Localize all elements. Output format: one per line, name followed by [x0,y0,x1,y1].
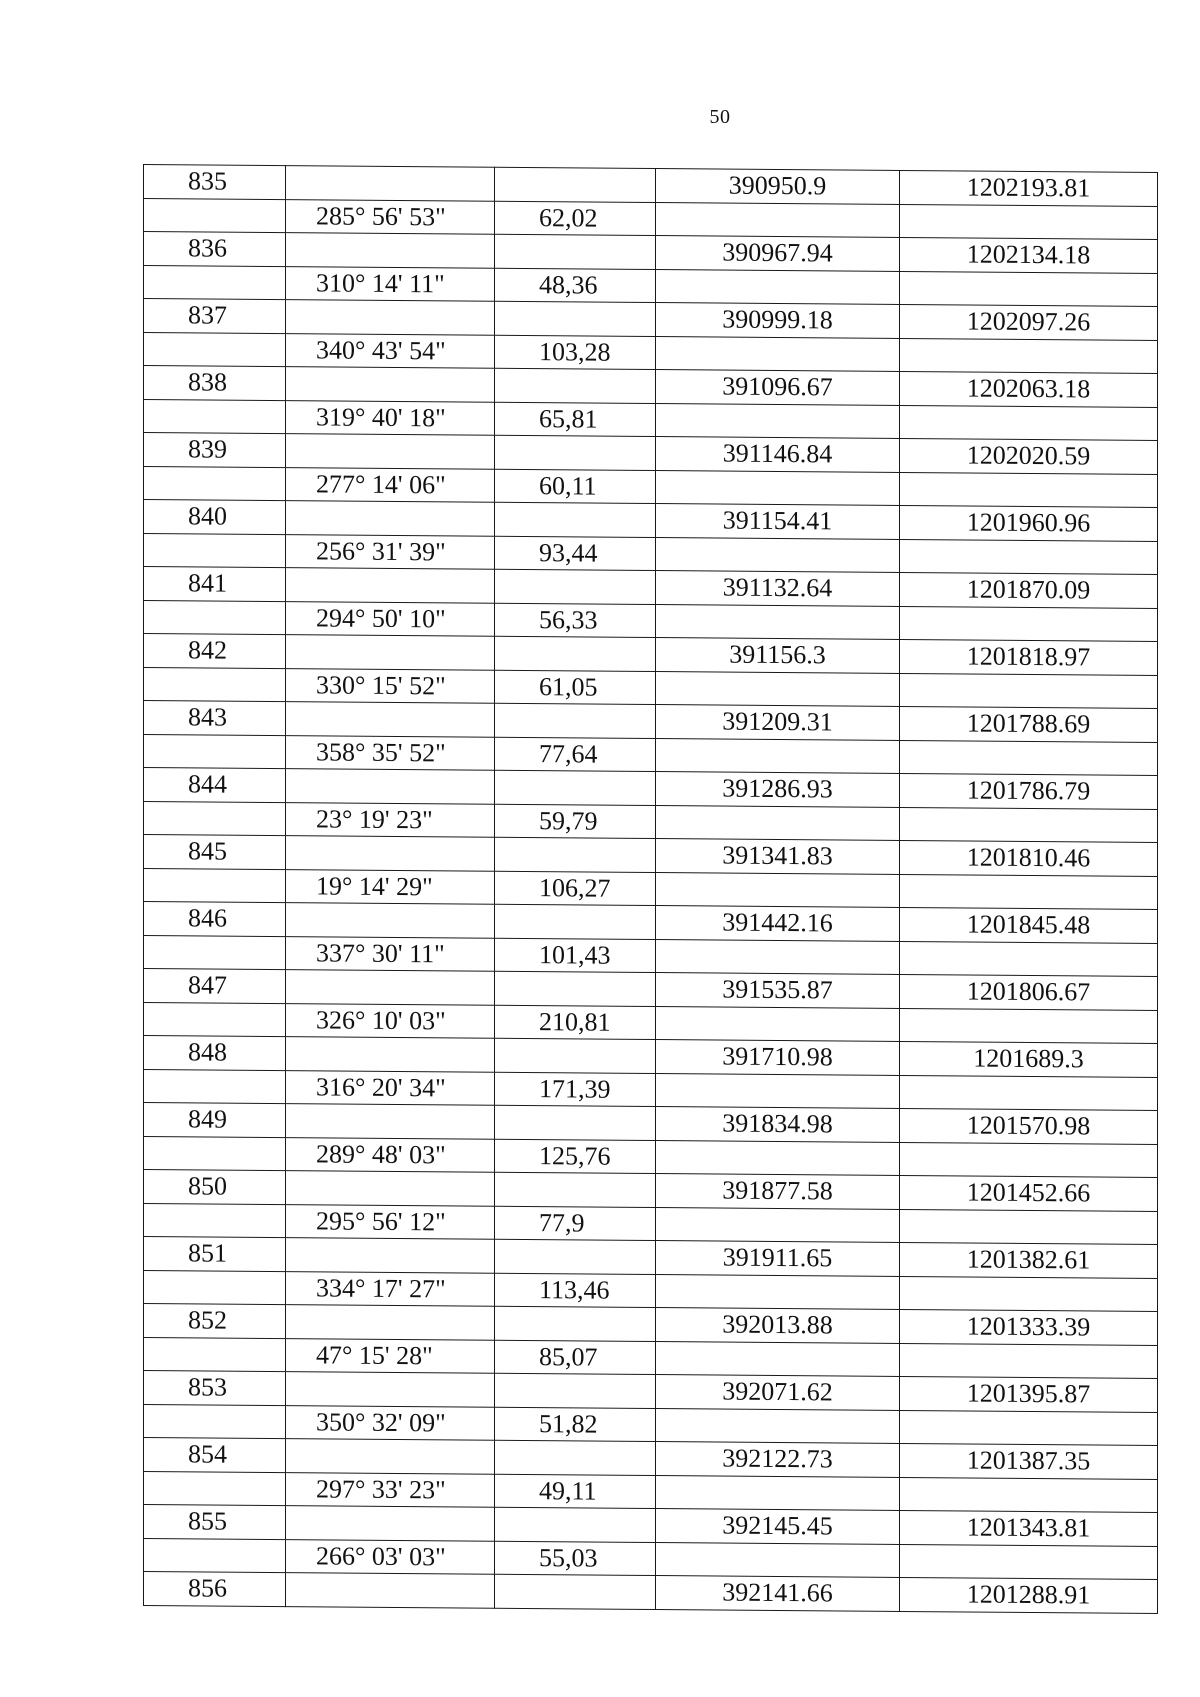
y-coordinate-cell [900,1276,1158,1312]
x-coordinate-cell: 391154.41 [656,504,900,539]
y-coordinate-cell: 1201395.87 [900,1376,1158,1412]
point-number-cell [144,332,286,367]
y-coordinate-cell: 1201786.79 [900,773,1158,809]
y-coordinate-cell [900,204,1158,240]
distance-cell [495,1440,656,1475]
point-number-cell: 844 [144,768,286,803]
point-number-cell [144,667,286,702]
distance-cell [495,301,656,336]
distance-cell: 171,39 [495,1072,656,1107]
point-row [144,1572,1158,1613]
angle-cell: 289° 48' 03" [286,1137,495,1172]
y-coordinate-cell: 1202063.18 [900,371,1158,407]
x-coordinate-cell: 391209.31 [656,705,900,740]
angle-cell [286,1506,495,1541]
point-number-cell [144,1337,286,1372]
point-number-cell: 836 [144,232,286,267]
point-number-cell [144,1270,286,1305]
point-number-cell: 843 [144,701,286,736]
point-number-cell [144,1404,286,1439]
distance-cell: 125,76 [495,1139,656,1174]
angle-cell: 337° 30' 11" [286,936,495,971]
x-coordinate-cell [656,1140,900,1175]
point-number-cell [144,868,286,903]
coordinates-table [143,164,1158,1613]
point-number-cell: 849 [144,1103,286,1138]
y-coordinate-cell: 1201806.67 [900,974,1158,1010]
angle-cell [286,1238,495,1273]
x-coordinate-cell [656,1475,900,1510]
angle-cell [286,434,495,469]
angle-cell: 297° 33' 23" [286,1472,495,1507]
x-coordinate-cell: 391096.67 [656,370,900,405]
y-coordinate-cell [900,1343,1158,1379]
point-number-cell: 852 [144,1304,286,1339]
point-number-cell: 839 [144,433,286,468]
y-coordinate-cell [900,606,1158,642]
x-coordinate-cell [656,1341,900,1376]
distance-cell: 59,79 [495,804,656,839]
distance-cell: 113,46 [495,1273,656,1308]
distance-cell [495,1038,656,1073]
distance-cell [495,904,656,939]
y-coordinate-cell [900,673,1158,709]
angle-cell: 340° 43' 54" [286,333,495,368]
angle-cell [286,233,495,268]
distance-cell [495,1507,656,1542]
distance-cell [495,1239,656,1274]
point-number-cell [144,1002,286,1037]
x-coordinate-cell [656,1408,900,1443]
x-coordinate-cell [656,1207,900,1242]
y-coordinate-cell [900,472,1158,508]
x-coordinate-cell: 390967.94 [656,236,900,271]
distance-cell: 62,02 [495,201,656,236]
angle-cell: 256° 31' 39" [286,534,495,569]
x-coordinate-cell [656,604,900,639]
angle-cell: 47° 15' 28" [286,1338,495,1373]
distance-cell: 60,11 [495,469,656,504]
x-coordinate-cell: 391286.93 [656,772,900,807]
x-coordinate-cell [656,1073,900,1108]
point-number-cell: 835 [144,165,286,200]
x-coordinate-cell [656,805,900,840]
point-number-cell: 842 [144,634,286,669]
angle-cell [286,300,495,335]
point-number-cell [144,1203,286,1238]
y-coordinate-cell [900,874,1158,910]
point-number-cell: 855 [144,1505,286,1540]
y-coordinate-cell: 1201343.81 [900,1510,1158,1546]
y-coordinate-cell [900,1544,1158,1580]
x-coordinate-cell [656,1274,900,1309]
distance-cell: 51,82 [495,1407,656,1442]
y-coordinate-cell [900,1142,1158,1178]
angle-cell [286,1305,495,1340]
y-coordinate-cell [900,1209,1158,1245]
y-coordinate-cell: 1201382.61 [900,1242,1158,1278]
point-number-cell: 838 [144,366,286,401]
x-coordinate-cell [656,403,900,438]
angle-cell: 294° 50' 10" [286,601,495,636]
x-coordinate-cell [656,1542,900,1577]
x-coordinate-cell [656,1006,900,1041]
angle-cell [286,702,495,737]
angle-cell [286,1104,495,1139]
point-number-cell: 840 [144,500,286,535]
y-coordinate-cell: 1201818.97 [900,639,1158,675]
angle-cell [286,970,495,1005]
distance-cell: 85,07 [495,1340,656,1375]
x-coordinate-cell [656,738,900,773]
distance-cell: 77,64 [495,737,656,772]
distance-cell: 106,27 [495,871,656,906]
distance-cell: 103,28 [495,335,656,370]
y-coordinate-cell [900,1008,1158,1044]
point-number-cell [144,265,286,300]
x-coordinate-cell [656,939,900,974]
y-coordinate-cell [900,539,1158,575]
angle-cell [286,836,495,871]
angle-cell: 23° 19' 23" [286,802,495,837]
y-coordinate-cell: 1201288.91 [900,1577,1158,1613]
distance-cell [495,1172,656,1207]
x-coordinate-cell: 391834.98 [656,1107,900,1142]
x-coordinate-cell [656,336,900,371]
distance-cell [495,971,656,1006]
angle-cell: 285° 56' 53" [286,199,495,234]
point-number-cell [144,1471,286,1506]
point-number-cell [144,600,286,635]
angle-cell: 334° 17' 27" [286,1271,495,1306]
point-number-cell: 848 [144,1036,286,1071]
y-coordinate-cell: 1202134.18 [900,237,1158,273]
angle-cell [286,1372,495,1407]
y-coordinate-cell [900,740,1158,776]
angle-cell [286,1439,495,1474]
point-number-cell [144,1538,286,1573]
x-coordinate-cell: 390999.18 [656,303,900,338]
distance-cell [495,1373,656,1408]
angle-cell: 330° 15' 52" [286,668,495,703]
distance-cell [495,569,656,604]
point-number-cell [144,533,286,568]
distance-cell: 77,9 [495,1206,656,1241]
distance-cell: 56,33 [495,603,656,638]
y-coordinate-cell [900,1075,1158,1111]
angle-cell: 266° 03' 03" [286,1539,495,1574]
distance-cell [495,636,656,671]
distance-cell [495,368,656,403]
distance-cell: 61,05 [495,670,656,705]
y-coordinate-cell: 1201810.46 [900,840,1158,876]
y-coordinate-cell: 1201452.66 [900,1175,1158,1211]
x-coordinate-cell: 392013.88 [656,1308,900,1343]
point-number-cell [144,734,286,769]
y-coordinate-cell [900,1477,1158,1513]
point-number-cell: 856 [144,1572,286,1607]
angle-cell [286,635,495,670]
y-coordinate-cell [900,941,1158,977]
distance-cell [495,502,656,537]
point-number-cell [144,198,286,233]
distance-cell: 48,36 [495,268,656,303]
y-coordinate-cell: 1201333.39 [900,1309,1158,1345]
y-coordinate-cell: 1201570.98 [900,1108,1158,1144]
x-coordinate-cell [656,537,900,572]
x-coordinate-cell: 391442.16 [656,906,900,941]
angle-cell [286,367,495,402]
distance-cell: 210,81 [495,1005,656,1040]
y-coordinate-cell [900,807,1158,843]
distance-cell [495,770,656,805]
point-number-cell: 846 [144,902,286,937]
angle-cell [286,501,495,536]
x-coordinate-cell: 392141.66 [656,1576,900,1611]
distance-cell: 55,03 [495,1541,656,1576]
x-coordinate-cell: 391146.84 [656,437,900,472]
angle-cell: 319° 40' 18" [286,400,495,435]
x-coordinate-cell [656,269,900,304]
point-number-cell: 837 [144,299,286,334]
y-coordinate-cell: 1201870.09 [900,572,1158,608]
x-coordinate-cell: 391911.65 [656,1241,900,1276]
point-number-cell: 850 [144,1170,286,1205]
angle-cell: 350° 32' 09" [286,1405,495,1440]
y-coordinate-cell: 1201689.3 [900,1041,1158,1077]
angle-cell [286,1037,495,1072]
y-coordinate-cell: 1202097.26 [900,304,1158,340]
x-coordinate-cell: 392145.45 [656,1509,900,1544]
point-number-cell: 845 [144,835,286,870]
x-coordinate-cell: 391156.3 [656,638,900,673]
y-coordinate-cell: 1201387.35 [900,1443,1158,1479]
distance-cell [495,703,656,738]
point-number-cell [144,801,286,836]
angle-cell [286,568,495,603]
distance-cell [495,1306,656,1341]
angle-cell: 316° 20' 34" [286,1070,495,1105]
page-number: 50 [709,106,731,128]
point-number-cell [144,1136,286,1171]
x-coordinate-cell: 391132.64 [656,571,900,606]
point-number-cell [144,1069,286,1104]
x-coordinate-cell [656,872,900,907]
y-coordinate-cell: 1201845.48 [900,907,1158,943]
y-coordinate-cell [900,338,1158,374]
y-coordinate-cell [900,1410,1158,1446]
point-number-cell [144,399,286,434]
point-number-cell: 841 [144,567,286,602]
distance-cell [495,837,656,872]
x-coordinate-cell: 391341.83 [656,839,900,874]
angle-cell [286,1171,495,1206]
x-coordinate-cell: 391710.98 [656,1040,900,1075]
distance-cell: 65,81 [495,402,656,437]
distance-cell [495,1105,656,1140]
x-coordinate-cell [656,202,900,237]
point-number-cell: 851 [144,1237,286,1272]
x-coordinate-cell [656,671,900,706]
point-number-cell: 854 [144,1438,286,1473]
angle-cell: 295° 56' 12" [286,1204,495,1239]
angle-cell: 326° 10' 03" [286,1003,495,1038]
point-number-cell [144,935,286,970]
y-coordinate-cell [900,271,1158,307]
x-coordinate-cell: 392071.62 [656,1375,900,1410]
y-coordinate-cell: 1202193.81 [900,170,1158,206]
point-number-cell: 847 [144,969,286,1004]
x-coordinate-cell: 391877.58 [656,1174,900,1209]
x-coordinate-cell: 391535.87 [656,973,900,1008]
x-coordinate-cell: 392122.73 [656,1442,900,1477]
distance-cell [495,435,656,470]
angle-cell: 19° 14' 29" [286,869,495,904]
distance-cell [495,167,656,202]
distance-cell: 93,44 [495,536,656,571]
distance-cell [495,1574,656,1609]
distance-cell: 101,43 [495,938,656,973]
angle-cell [286,903,495,938]
point-number-cell: 853 [144,1371,286,1406]
coordinates-table-body [144,165,1158,1613]
angle-cell [286,1573,495,1608]
y-coordinate-cell: 1202020.59 [900,438,1158,474]
y-coordinate-cell: 1201960.96 [900,505,1158,541]
y-coordinate-cell [900,405,1158,441]
y-coordinate-cell: 1201788.69 [900,706,1158,742]
angle-cell: 358° 35' 52" [286,735,495,770]
distance-cell [495,234,656,269]
angle-cell [286,166,495,201]
point-number-cell [144,466,286,501]
angle-cell [286,769,495,804]
x-coordinate-cell [656,470,900,505]
x-coordinate-cell: 390950.9 [656,169,900,204]
angle-cell: 310° 14' 11" [286,266,495,301]
angle-cell: 277° 14' 06" [286,467,495,502]
distance-cell: 49,11 [495,1474,656,1509]
